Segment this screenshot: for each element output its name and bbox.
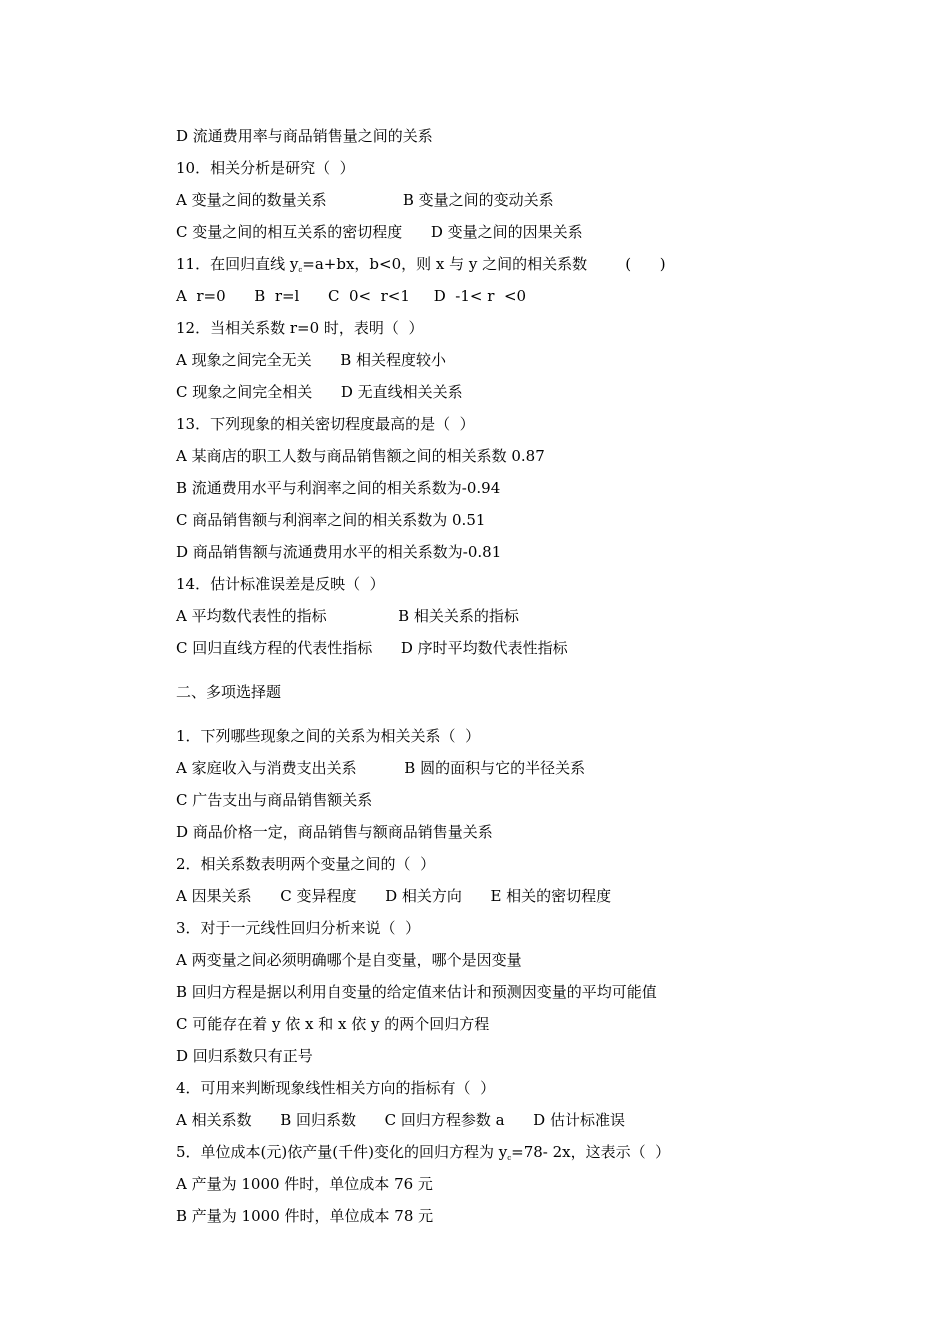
text-line: A 产量为 1000 件时，单位成本 76 元: [176, 1175, 433, 1193]
text-segment: 5．单位成本(元)依产量(千件)变化的回归方程为 y: [176, 1143, 508, 1161]
question-4: 4．可用来判断现象线性相关方向的指标有（ ）: [176, 1079, 496, 1097]
text-line: A 平均数代表性的指标 B 相关关系的指标: [176, 607, 519, 625]
text-line: C 广告支出与商品销售额关系: [176, 791, 373, 809]
question-1: 1．下列哪些现象之间的关系为相关关系（ ）: [176, 727, 481, 745]
text-line: A 家庭收入与消费支出关系 B 圆的面积与它的半径关系: [176, 759, 586, 777]
question-10: 10．相关分析是研究（ ）: [176, 159, 355, 177]
text-line: C 可能存在着 y 依 x 和 x 依 y 的两个回归方程: [176, 1015, 490, 1033]
question-5: [176, 1142, 670, 1168]
text-segment: 11．在回归直线 y: [176, 255, 299, 273]
question-2: 2．相关系数表明两个变量之间的（ ）: [176, 855, 436, 873]
text-line: C 回归直线方程的代表性指标 D 序时平均数代表性指标: [176, 639, 568, 657]
text-line: D 商品价格一定，商品销售与额商品销售量关系: [176, 823, 493, 841]
text-line: D 回归系数只有正号: [176, 1047, 313, 1065]
question-11: [176, 254, 666, 280]
text-line: D 商品销售额与流通费用水平的相关系数为-0.81: [176, 543, 502, 561]
text-line: A 某商店的职工人数与商品销售额之间的相关系数 0.87: [176, 447, 545, 465]
text-line: C 现象之间完全相关 D 无直线相关关系: [176, 383, 463, 401]
text-line: B 回归方程是据以利用自变量的给定值来估计和预测因变量的平均可能值: [176, 983, 657, 1001]
section-heading: 二、多项选择题: [176, 683, 282, 701]
text-line: A 现象之间完全无关 B 相关程度较小: [176, 351, 447, 369]
text-line: A r=0 B r=l C 0< r<1 D -1< r <0: [176, 287, 527, 305]
question-13: 13．下列现象的相关密切程度最高的是（ ）: [176, 415, 475, 433]
text-segment: =78- 2x，这表示（ ）: [511, 1143, 671, 1161]
text-line: A 因果关系 C 变异程度 D 相关方向 E 相关的密切程度: [176, 887, 612, 905]
text-line: D 流通费用率与商品销售量之间的关系: [176, 127, 433, 145]
text-line: C 商品销售额与利润率之间的相关系数为 0.51: [176, 511, 486, 529]
question-14: 14．估计标准误差是反映（ ）: [176, 575, 385, 593]
subscript: c: [507, 1154, 512, 1162]
question-12: 12．当相关系数 r=0 时，表明（ ）: [176, 319, 424, 337]
text-line: A 变量之间的数量关系 B 变量之间的变动关系: [176, 191, 554, 209]
text-segment: =a+bx，b<0，则 x 与 y 之间的相关系数 ( ): [302, 255, 666, 273]
text-line: B 流通费用水平与利润率之间的相关系数为-0.94: [176, 479, 501, 497]
text-line: A 两变量之间必须明确哪个是自变量，哪个是因变量: [176, 951, 522, 969]
text-line: A 相关系数 B 回归系数 C 回归方程参数 a D 估计标准误: [176, 1111, 625, 1129]
text-line: B 产量为 1000 件时，单位成本 78 元: [176, 1207, 434, 1225]
text-line: C 变量之间的相互关系的密切程度 D 变量之间的因果关系: [176, 223, 583, 241]
question-3: 3．对于一元线性回归分析来说（ ）: [176, 919, 421, 937]
subscript: c: [298, 266, 303, 274]
